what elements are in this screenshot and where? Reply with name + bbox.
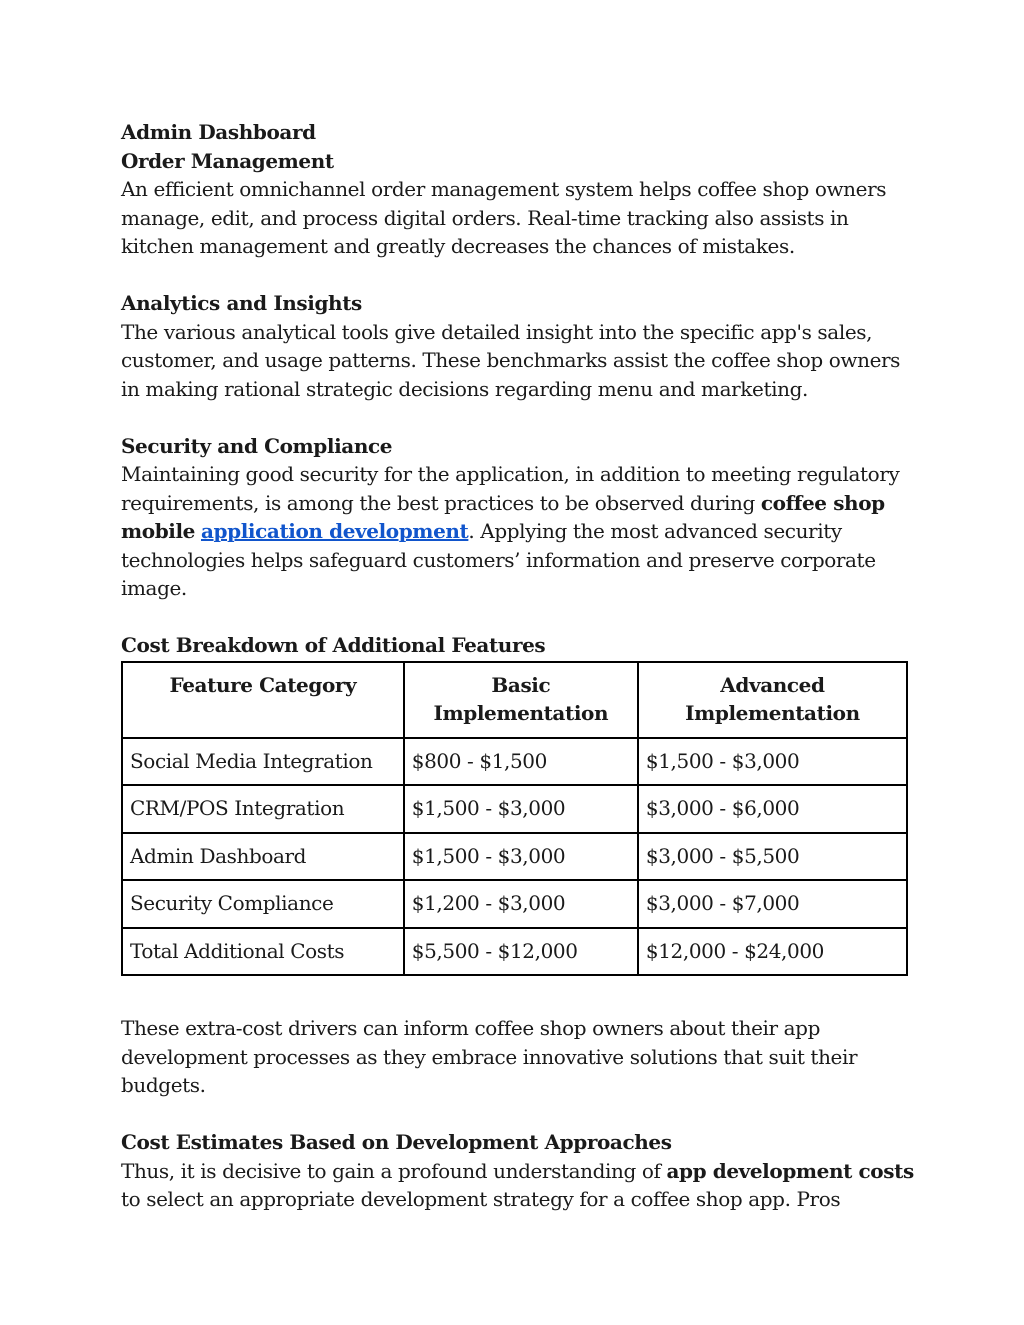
security-text-1: Maintaining good security for the application, in addition to meeting regulatory requirements, is among the best practices to be observed during xyxy=(121,462,900,515)
analytics-heading: Analytics and Insights xyxy=(121,291,362,315)
security-heading: Security and Compliance xyxy=(121,433,393,458)
table-cell: $3,000 - $7,000 xyxy=(638,880,907,928)
header-basic-implementation: Basic Implementation xyxy=(404,662,638,738)
estimates-text-1: Thus, it is decisive to gain a profound understanding of xyxy=(121,1158,667,1183)
order-management-heading: Order Management xyxy=(121,148,334,173)
table-row xyxy=(122,738,907,786)
after-table-paragraph: These extra-cost drivers can inform coffee shop owners about their app development processes as they embrace innovative solutions that suit their budgets. xyxy=(121,1016,858,1097)
table-row xyxy=(122,928,907,976)
table-cell: $3,000 - $5,500 xyxy=(638,833,907,881)
table-cell: $800 - $1,500 xyxy=(404,738,638,786)
table-cell: $5,500 - $12,000 xyxy=(404,928,638,976)
cost-estimates-paragraph xyxy=(121,1157,921,1214)
table-row xyxy=(122,785,907,833)
table-row xyxy=(122,833,907,881)
table-row xyxy=(122,880,907,928)
table-cell: $3,000 - $6,000 xyxy=(638,785,907,833)
table-header-row xyxy=(122,662,907,738)
table-cell: Social Media Integration xyxy=(122,738,404,786)
table-cell: $1,500 - $3,000 xyxy=(404,785,638,833)
security-bold-text: coffee shop mobile xyxy=(121,490,885,543)
table-cell: $1,500 - $3,000 xyxy=(404,833,638,881)
cost-breakdown-heading: Cost Breakdown of Additional Features xyxy=(121,633,546,657)
analytics-paragraph: The various analytical tools give detailed insight into the specific app's sales, customer, and usage patterns. These benchmarks assist the coffee shop owners in making rational strategic decisions regarding menu and marketing. xyxy=(121,319,901,401)
table-cell: Total Additional Costs xyxy=(122,928,404,976)
table-cell: Admin Dashboard xyxy=(122,833,404,881)
admin-dashboard-heading: Admin Dashboard xyxy=(121,120,316,144)
header-feature-category: Feature Category xyxy=(122,662,404,738)
security-text-2: . Applying the most advanced security technologies helps safeguard customers’ information and preserve corporate image. xyxy=(121,519,876,600)
cost-estimates-heading: Cost Estimates Based on Development Approaches xyxy=(121,1130,672,1154)
table-cell: $1,500 - $3,000 xyxy=(638,738,907,786)
estimates-bold-text: app development costs xyxy=(666,1158,914,1183)
estimates-text-2: to select an appropriate development strategy for a coffee shop app. Pros xyxy=(121,1187,841,1211)
cost-breakdown-table xyxy=(121,661,908,977)
application-development-link[interactable]: application development xyxy=(200,519,469,543)
order-management-paragraph: An efficient omnichannel order management system helps coffee shop owners manage, edit, and process digital orders. Real-time tracking also assists in kitchen management and greatly decreases the chances of mistakes. xyxy=(121,177,887,258)
table-cell: CRM/POS Integration xyxy=(122,785,404,833)
document-content xyxy=(121,118,921,1214)
table-cell: $1,200 - $3,000 xyxy=(404,880,638,928)
header-advanced-implementation: Advanced Implementation xyxy=(638,662,907,738)
security-paragraph xyxy=(121,460,921,603)
table-cell: $12,000 - $24,000 xyxy=(638,928,907,976)
table-cell: Security Compliance xyxy=(122,880,404,928)
